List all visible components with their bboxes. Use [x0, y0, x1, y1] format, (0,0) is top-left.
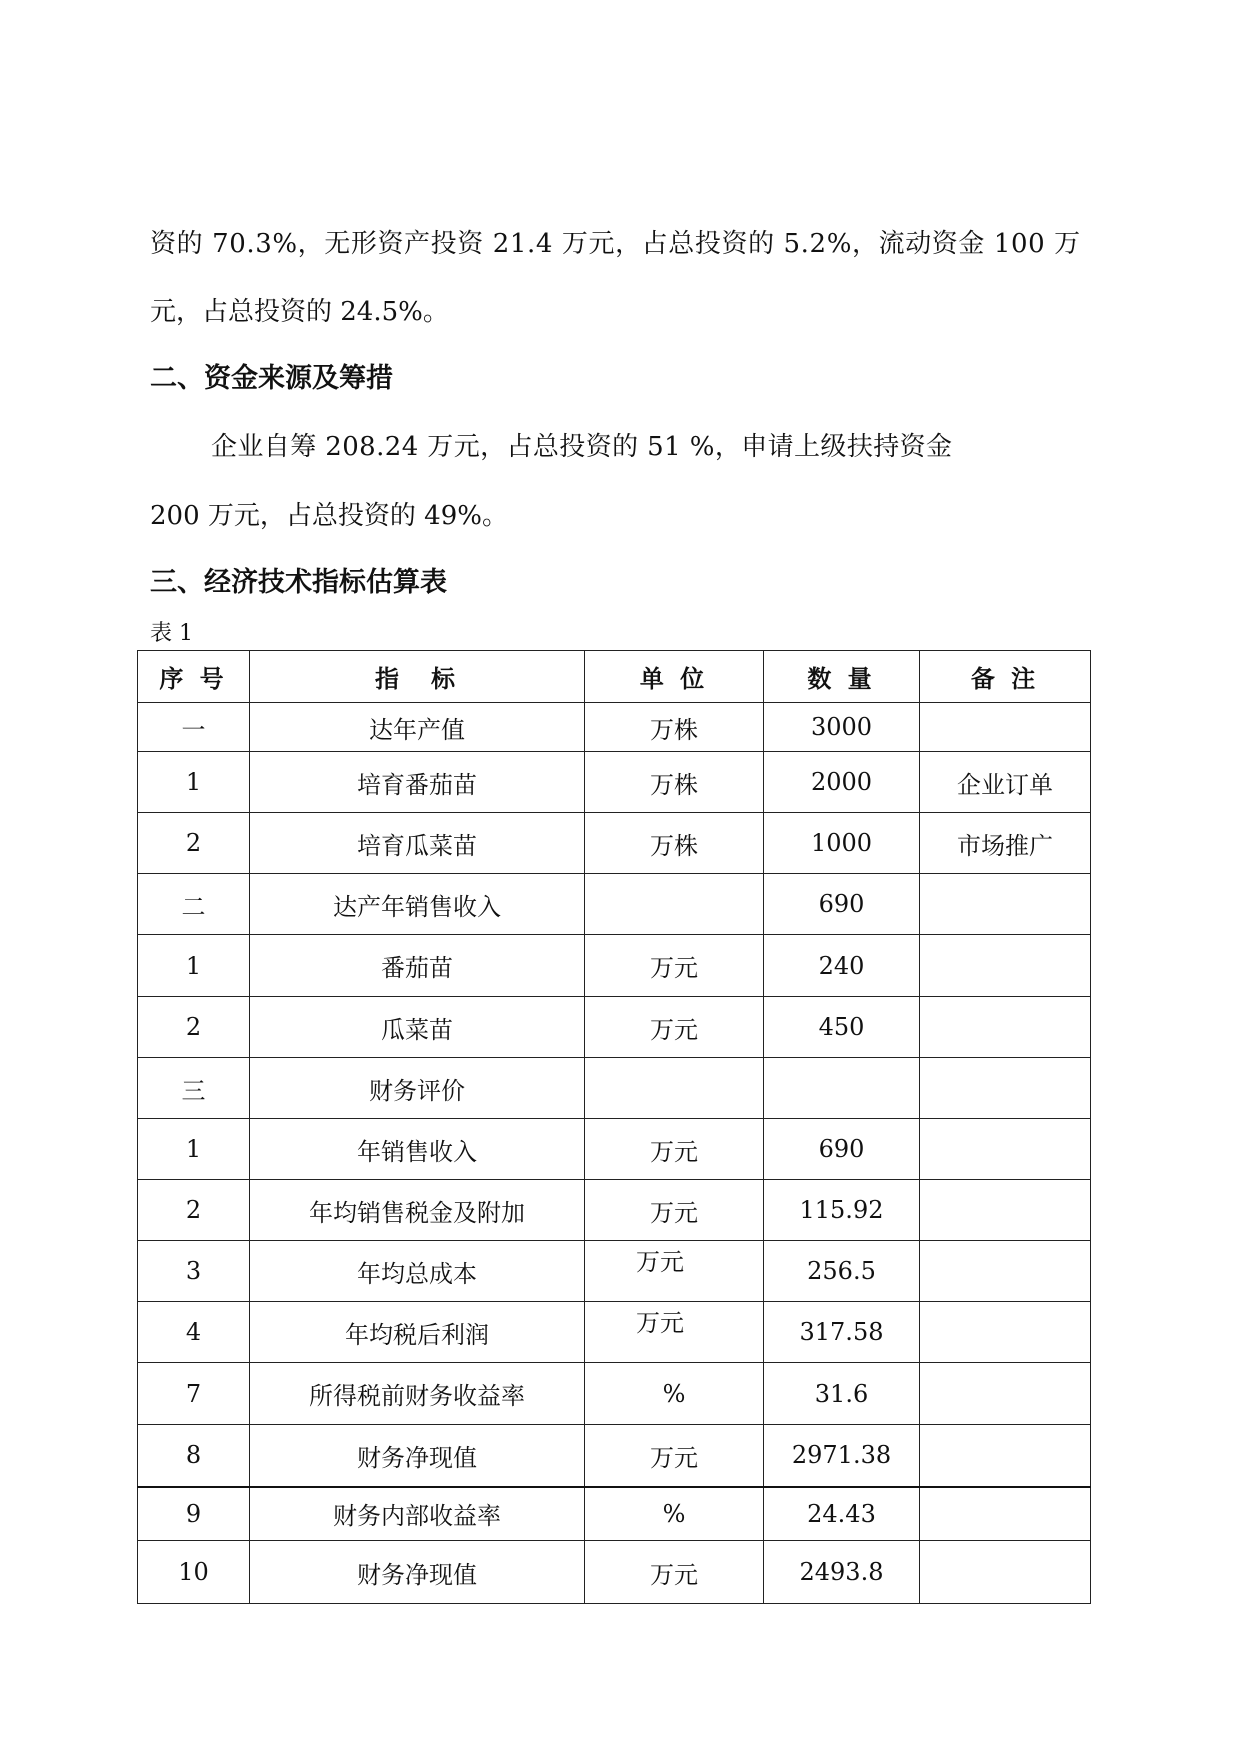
cell-qty: 1000 — [764, 813, 920, 874]
cell-no: 2 — [138, 813, 250, 874]
cell-item: 财务净现值 — [250, 1541, 585, 1604]
cell-unit — [585, 874, 764, 935]
cell-no: 9 — [138, 1487, 250, 1541]
cell-note — [920, 874, 1091, 935]
table-row — [138, 752, 1091, 813]
table-row — [138, 1119, 1091, 1180]
cell-note — [920, 1363, 1091, 1425]
cell-item: 培育番茄苗 — [250, 752, 585, 813]
cell-qty: 450 — [764, 997, 920, 1058]
cell-unit: 万元 — [585, 1119, 764, 1180]
paragraph-investment-line2: 元，占总投资的 24.5%。 — [150, 297, 449, 327]
table-caption: 表 1 — [150, 621, 193, 646]
cell-unit: % — [585, 1363, 764, 1425]
table-row — [138, 1425, 1091, 1487]
cell-qty: 3000 — [764, 703, 920, 752]
cell-unit — [585, 1058, 764, 1119]
cell-item: 年均税后利润 — [250, 1302, 585, 1363]
cell-qty: 690 — [764, 874, 920, 935]
cell-qty: 2493.8 — [764, 1541, 920, 1604]
cell-qty: 2000 — [764, 752, 920, 813]
cell-note — [920, 1487, 1091, 1541]
header-item: 指 标 — [250, 651, 585, 703]
cell-no: 2 — [138, 1180, 250, 1241]
cell-unit: 万元 — [585, 997, 764, 1058]
cell-unit: 万元 — [585, 935, 764, 997]
cell-qty: 31.6 — [764, 1363, 920, 1425]
cell-unit: 万株 — [585, 703, 764, 752]
table-row — [138, 1302, 1091, 1363]
cell-unit: 万株 — [585, 752, 764, 813]
heading-funding-source: 二、资金来源及筹措 — [150, 363, 393, 394]
cell-qty: 317.58 — [764, 1302, 920, 1363]
cell-note — [920, 1541, 1091, 1604]
cell-qty: 2971.38 — [764, 1425, 920, 1487]
cell-no: 1 — [138, 935, 250, 997]
cell-note — [920, 703, 1091, 752]
header-qty: 数 量 — [764, 651, 920, 703]
cell-item: 达年产值 — [250, 703, 585, 752]
cell-unit-text: 万元 — [636, 1247, 684, 1276]
paragraph-investment-line1: 资的 70.3%，无形资产投资 21.4 万元，占总投资的 5.2%，流动资金 100 万 — [150, 229, 1081, 259]
paragraph-funding-line2: 200 万元，占总投资的 49%。 — [150, 501, 508, 531]
cell-note — [920, 997, 1091, 1058]
table-row — [138, 1180, 1091, 1241]
cell-unit — [585, 1241, 764, 1302]
cell-no: 1 — [138, 752, 250, 813]
cell-no: 三 — [138, 1058, 250, 1119]
cell-item: 财务内部收益率 — [250, 1487, 585, 1541]
cell-item: 年销售收入 — [250, 1119, 585, 1180]
cell-no: 8 — [138, 1425, 250, 1487]
cell-unit: 万株 — [585, 813, 764, 874]
cell-note: 企业订单 — [920, 752, 1091, 813]
table-row — [138, 997, 1091, 1058]
cell-no: 2 — [138, 997, 250, 1058]
header-note: 备 注 — [920, 651, 1091, 703]
cell-note: 市场推广 — [920, 813, 1091, 874]
cell-no: 10 — [138, 1541, 250, 1604]
cell-no: 3 — [138, 1241, 250, 1302]
cell-note — [920, 1302, 1091, 1363]
header-no: 序 号 — [138, 651, 250, 703]
cell-qty: 256.5 — [764, 1241, 920, 1302]
indicator-table — [137, 650, 1091, 1604]
paragraph-funding-line1: 企业自筹 208.24 万元，占总投资的 51 %，申请上级扶持资金 — [211, 432, 953, 462]
table-row — [138, 1363, 1091, 1425]
cell-no: 一 — [138, 703, 250, 752]
table-row — [138, 1541, 1091, 1604]
cell-item: 瓜菜苗 — [250, 997, 585, 1058]
table-row — [138, 1487, 1091, 1541]
cell-qty: 24.43 — [764, 1487, 920, 1541]
cell-note — [920, 1058, 1091, 1119]
cell-item: 财务评价 — [250, 1058, 585, 1119]
table-row — [138, 935, 1091, 997]
cell-unit — [585, 1302, 764, 1363]
table-row — [138, 813, 1091, 874]
cell-qty: 240 — [764, 935, 920, 997]
table-row — [138, 1058, 1091, 1119]
table-row — [138, 1241, 1091, 1302]
cell-note — [920, 1241, 1091, 1302]
cell-item: 财务净现值 — [250, 1425, 585, 1487]
cell-unit-text: 万元 — [636, 1308, 684, 1337]
cell-no: 7 — [138, 1363, 250, 1425]
cell-item: 达产年销售收入 — [250, 874, 585, 935]
cell-qty: 690 — [764, 1119, 920, 1180]
cell-no: 二 — [138, 874, 250, 935]
cell-note — [920, 1180, 1091, 1241]
cell-note — [920, 935, 1091, 997]
cell-note — [920, 1425, 1091, 1487]
cell-qty: 115.92 — [764, 1180, 920, 1241]
cell-unit: % — [585, 1487, 764, 1541]
cell-item: 所得税前财务收益率 — [250, 1363, 585, 1425]
cell-qty — [764, 1058, 920, 1119]
cell-item: 年均销售税金及附加 — [250, 1180, 585, 1241]
table-row — [138, 874, 1091, 935]
cell-unit: 万元 — [585, 1541, 764, 1604]
cell-no: 1 — [138, 1119, 250, 1180]
heading-indicator-table: 三、经济技术指标估算表 — [150, 567, 447, 598]
cell-note — [920, 1119, 1091, 1180]
cell-item: 培育瓜菜苗 — [250, 813, 585, 874]
cell-item: 番茄苗 — [250, 935, 585, 997]
cell-no: 4 — [138, 1302, 250, 1363]
table-row — [138, 703, 1091, 752]
table-header-row — [138, 651, 1091, 703]
cell-item: 年均总成本 — [250, 1241, 585, 1302]
cell-unit: 万元 — [585, 1180, 764, 1241]
cell-unit: 万元 — [585, 1425, 764, 1487]
header-unit: 单 位 — [585, 651, 764, 703]
